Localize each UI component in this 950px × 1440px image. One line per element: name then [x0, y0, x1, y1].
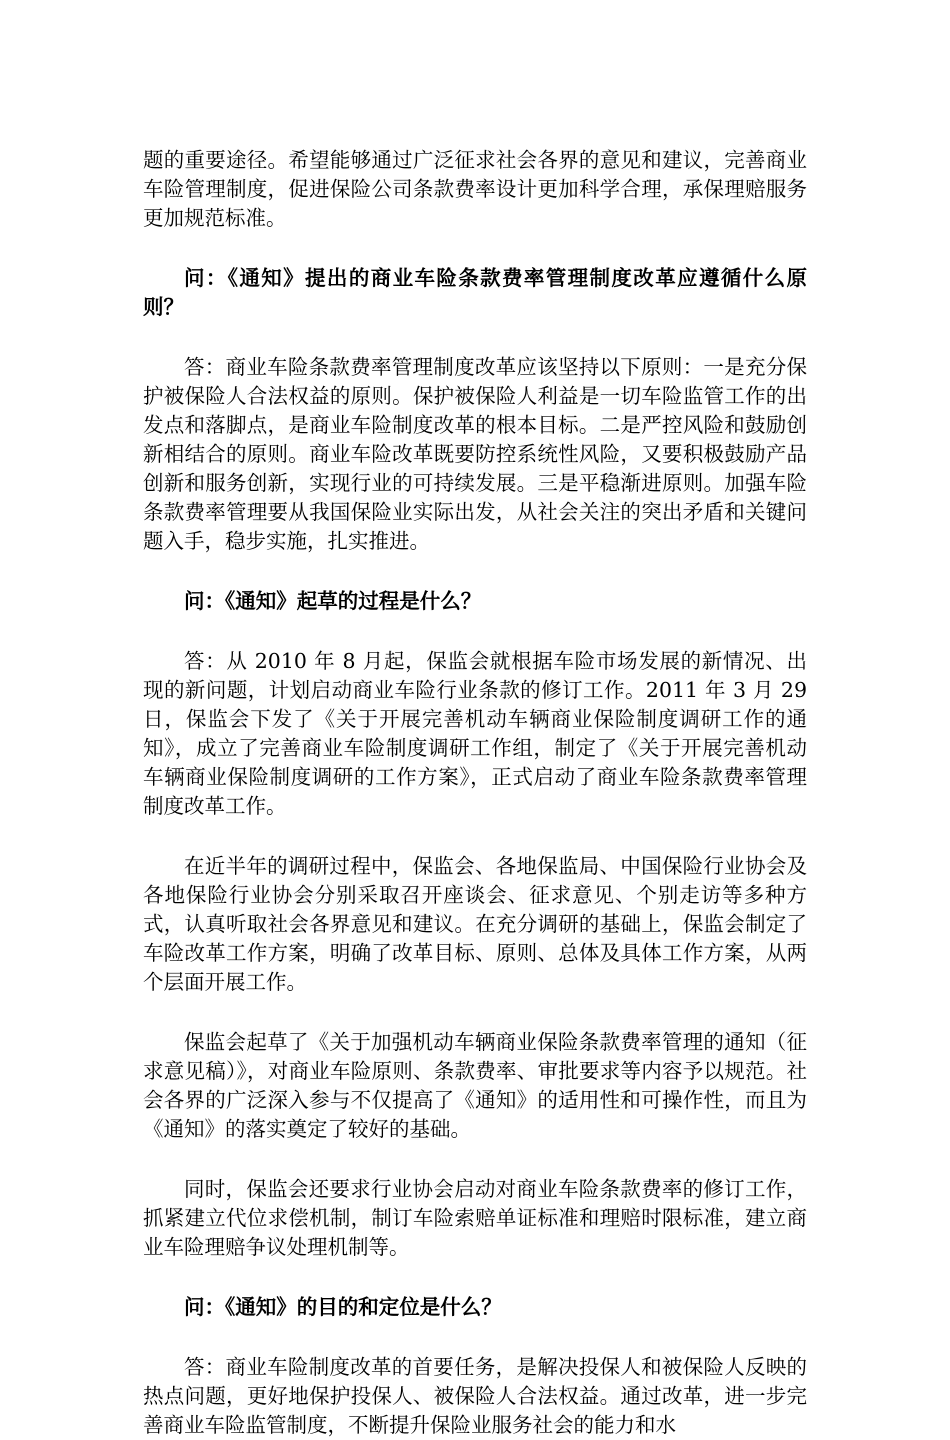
paragraph-research-process: 在近半年的调研过程中，保监会、各地保监局、中国保险行业协会及各地保险行业协会分别采取召开座谈会、征求意见、个别走访等多种方式，认真听取社会各界意见和建议。在充分调研的基础上，保监会制定了车险改革工作方案，明确了改革目标、原则、总体及具体工作方案，从两个层面开展工作。 — [143, 854, 807, 994]
paragraph-industry-association: 同时，保监会还要求行业协会启动对商业车险条款费率的修订工作，抓紧建立代位求偿机制，制订车险索赔单证标准和理赔时限标准，建立商业车险理赔争议处理机制等。 — [143, 1177, 807, 1259]
paragraph-continuation: 题的重要途径。希望能够通过广泛征求社会各界的意见和建议，完善商业车险管理制度，促进保险公司条款费率设计更加科学合理，承保理赔服务更加规范标准。 — [143, 148, 807, 230]
answer-paragraph-purpose: 答：商业车险制度改革的首要任务，是解决投保人和被保险人反映的热点问题，更好地保护投保人、被保险人合法权益。通过改革，进一步完善商业车险监管制度，不断提升保险业服务社会的能力和水 — [143, 1355, 807, 1437]
question-heading-purpose: 问：《通知》的目的和定位是什么？ — [184, 1295, 502, 1319]
question-heading-principles: 问：《通知》提出的商业车险条款费率管理制度改革应遵循什么原则？ — [143, 266, 807, 319]
question-heading-drafting-process: 问：《通知》起草的过程是什么？ — [184, 589, 482, 613]
answer-paragraph-principles: 答：商业车险条款费率管理制度改革应该坚持以下原则：一是充分保护被保险人合法权益的原则。保护被保险人利益是一切车险监管工作的出发点和落脚点，是商业车险制度改革的根本目标。二是严控风险和鼓励创新相结合的原则。商业车险改革既要防控系统性风险，又要积极鼓励产品创新和服务创新，实现行业的可持续发展。三是平稳渐进原则。加强车险条款费率管理要从我国保险业实际出发，从社会关注的突出矛盾和关键问题入手，稳步实施，扎实推进。 — [143, 355, 807, 553]
document-page — [143, 146, 807, 1440]
paragraph-draft-notice: 保监会起草了《关于加强机动车辆商业保险条款费率管理的通知（征求意见稿）》，对商业车险原则、条款费率、审批要求等内容予以规范。社会各界的广泛深入参与不仅提高了《通知》的适用性和可操作性，而且为《通知》的落实奠定了较好的基础。 — [143, 1030, 807, 1141]
answer-paragraph-drafting-process: 答：从 2010 年 8 月起，保监会就根据车险市场发展的新情况、出现的新问题，计划启动商业车险行业条款的修订工作。2011 年 3 月 29 日，保监会下发了《关于开展完善机动车辆商业保险制度调研工作的通知》，成立了完善商业车险制度调研工作组，制定了《关于开展完善机动车辆商业保险制度调研的工作方案》，正式启动了商业车险条款费率管理制度改革工作。 — [143, 649, 807, 818]
